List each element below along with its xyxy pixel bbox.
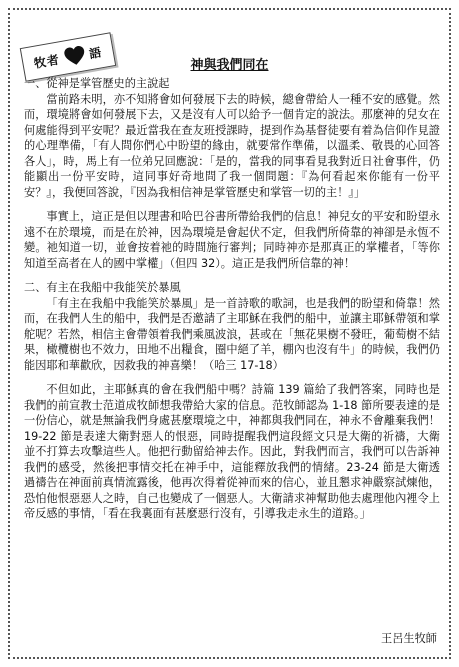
- logo-left-text: 牧者: [32, 52, 61, 71]
- article-title: 神與我們同在: [190, 58, 269, 73]
- section1-paragraph-1: 當前路未明，亦不知將會如何發展下去的時候，總會帶給人一種不安的感覺。然而，環境將會如何發展下去，又是沒有人可以給予一個肯定的說法。那麼神的兒女在何處能得到平安呢？最近當我在查友班授課時，提到作為基督徒要有着為信仰作見證的心理準備，「有人問你們心中盼望的緣由，就要常作準備，以溫柔、敬畏的心回答各人」，時，馬上有一位弟兄回應說：「是的，當我的同事看見我對近日社會事件，仍能顯出一份平安時，這同事好奇地問了我一個問題：『為何看起來你能有一份平安？』，我便回答說，『因為我相信神是掌管歷史和掌管一切的主！』」: [24, 92, 440, 199]
- section2-paragraph-1: 「有主在我船中我能笑於暴風」是一首詩歌的歌詞，也是我們的盼望和倚靠！然而，在我們人生的船中，我們是否邀請了主耶穌在我們的船中，並讓主耶穌帶領和掌舵呢？若然，相信主會帶領着我們乘風波浪，甚或在「無花果樹不發旺，葡萄樹不結果，橄欖樹也不效力，田地不出糧食，圈中絕了羊，棚內也沒有牛」的時候，我們仍能因耶和華歡欣，因救我的神喜樂！（哈三 17-18）: [24, 296, 440, 372]
- section1-paragraph-2: 事實上，這正是但以理書和哈巴谷書所帶給我們的信息！神兒女的平安和盼望永遠不在於環境，而是在於神，因為環境是會起伏不定，但我們所倚靠的神卻是永恆不變。祂知道一切，並會按着祂的時間施行審判；同時神亦是那真正的掌權者，「等你知道至高者在人的國中掌權」（但四 32）。這正是我們所信靠的神！: [24, 210, 440, 270]
- section2-heading: 二、有主在我船中我能笑於暴風: [24, 281, 181, 294]
- logo-right-text: 語: [88, 44, 104, 61]
- article-body: [24, 76, 440, 522]
- section1-heading: 一、從神是掌管歷史的主說起: [24, 77, 170, 90]
- author-signature: 王呂生牧師: [381, 632, 437, 645]
- section2-paragraph-2: 不但如此，主耶穌真的會在我們船中嗎？詩篇 139 篇給了我們答案，同時也是我們的前宣教士范道成牧師想我帶給大家的信息。范牧師認為 1-18 節所要表達的是一份信心，就是無論我們身處甚麼環境之中，神都與我們同在，神永不會離棄我們！19-22 節是表達大衛對惡人的恨惡，同時提醒我們這段經文只是大衛的祈禱，大衛並不打算去攻擊這些人。他把行動留給神去作。因此，對我們而言，我們可以告訴神我們的感受，然後把事情交托在神手中，這能釋放我們的情緒。23-24 節是大衛透過禱告在神面前真情流露後，他再次得着從神而來的信心，並且懇求神嚴察試煉他，恐怕他恨惡惡人之時，自己也變成了一個惡人。大衛請求神幫助他去處理他內裡令上帝反感的事情，「看在我裏面有甚麼惡行沒有，引導我走永生的道路。」: [24, 383, 440, 520]
